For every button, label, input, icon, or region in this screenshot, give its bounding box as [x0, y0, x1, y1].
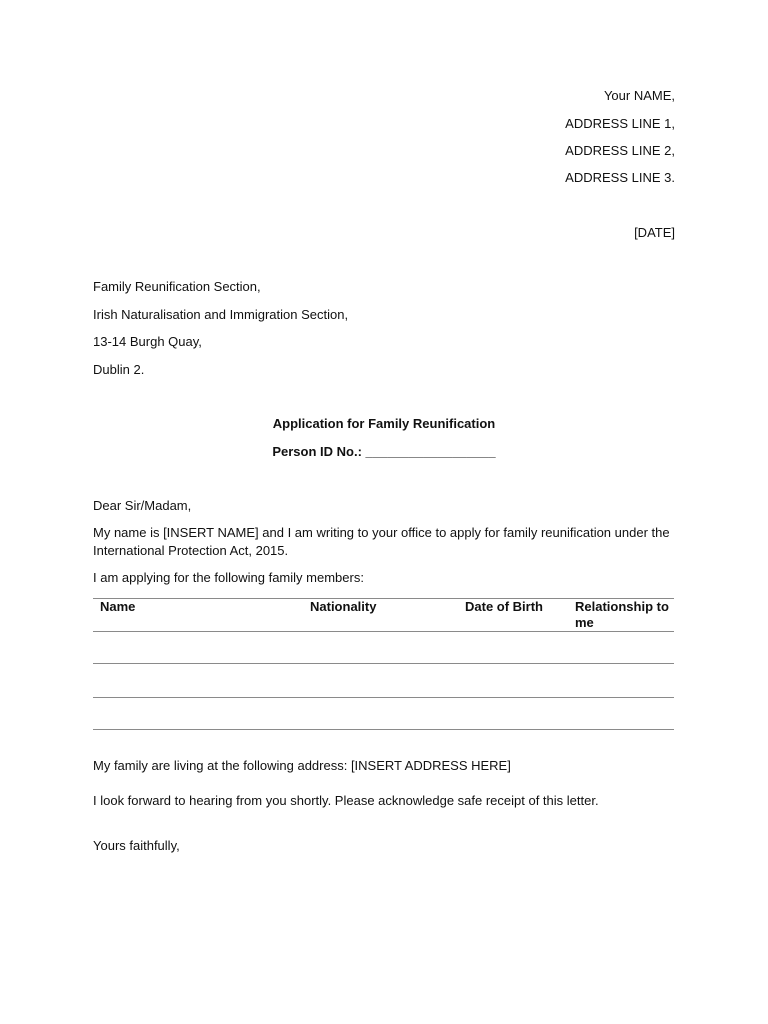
letter-subject-title: Application for Family Reunification	[272, 416, 496, 431]
recipient-line-2: Irish Naturalisation and Immigration Section,	[93, 307, 349, 322]
table-header-rule	[93, 631, 674, 632]
letter-date: [DATE]	[634, 225, 675, 240]
recipient-line-1: Family Reunification Section,	[93, 279, 261, 294]
recipient-line-3: 13-14 Burgh Quay,	[93, 334, 202, 349]
closing-sentence: I look forward to hearing from you shortly. Please acknowledge safe receipt of this letter.	[93, 793, 599, 808]
sender-address-line-1: ADDRESS LINE 1,	[565, 116, 675, 131]
signoff: Yours faithfully,	[93, 838, 180, 853]
table-row-rule	[93, 697, 674, 698]
salutation: Dear Sir/Madam,	[93, 498, 192, 513]
table-header-name: Name	[100, 599, 136, 614]
table-header-date-of-birth: Date of Birth	[465, 599, 543, 614]
table-row-rule	[93, 729, 674, 730]
table-row-rule	[93, 663, 674, 664]
recipient-line-4: Dublin 2.	[93, 362, 145, 377]
sender-address-line-2: ADDRESS LINE 2,	[565, 143, 675, 158]
sender-address-line-3: ADDRESS LINE 3.	[565, 170, 675, 185]
intro-paragraph: My name is [INSERT NAME] and I am writing to your office to apply for family reunification under the International Protection Act, 2015.	[93, 525, 670, 558]
family-address-sentence: My family are living at the following address: [INSERT ADDRESS HERE]	[93, 758, 511, 773]
table-header-relationship: Relationship to me	[575, 599, 669, 630]
table-header-nationality: Nationality	[310, 599, 377, 614]
sender-name: Your NAME,	[603, 88, 675, 103]
person-id-line: Person ID No.: __________________	[272, 444, 496, 459]
applying-for-line: I am applying for the following family members:	[93, 570, 364, 585]
